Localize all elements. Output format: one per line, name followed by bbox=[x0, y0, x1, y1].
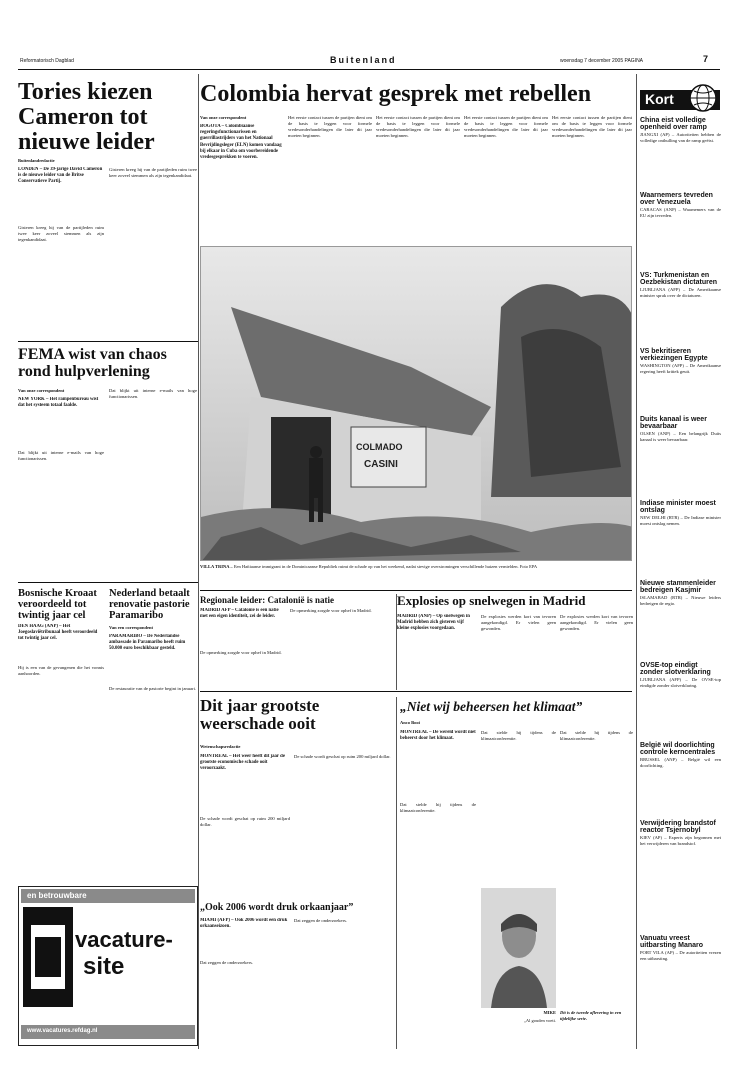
explosies-body-col3: De explosies werden kort van tevoren aangekondigd. Er vielen geen gewonden. bbox=[560, 614, 633, 631]
weerschade-byline: Wetenschapsredactie bbox=[200, 744, 241, 749]
regionale-lead: MADRID AFP – Catalonië is een natie met een eigen identiteit, zei de leider. bbox=[200, 608, 279, 620]
photo-caption-text: Een Haïtiaanse immigrant in de Dominicaanse Republiek ruimt de schade op van het weekend, nadat stevige overstromingen verschillende huizen vernielden. bbox=[233, 564, 519, 569]
fema-body-col2: Dat blijkt uit interne e-mails van hoge functionarissen. bbox=[109, 388, 197, 399]
orkaan-body-col2: Dat zeggen de onderzoekers. bbox=[294, 918, 348, 923]
kort-item-body: OLSEN (ANP) – Een belangrijk Duits kanaal is weer bevaarbaar. bbox=[640, 430, 721, 442]
kort-item-body: WASHINGTON (AFP) – De Amerikaanse regering heeft kritiek geuit. bbox=[640, 362, 721, 374]
orkaan-lead: MIAMI (AFP) – Ook 2006 wordt een druk orkaanseizoen. bbox=[200, 918, 288, 930]
advert-pictogram bbox=[23, 907, 73, 1007]
photo-sign-1: COLMADO bbox=[356, 442, 403, 452]
kort-item-4 bbox=[640, 348, 721, 405]
bosnische-lead: DEN HAAG (ANP) – Het Joegoslaviëtribunaal heeft veroordeeld tot twintig jaar cel. bbox=[18, 624, 98, 642]
issue-date: woensdag 7 december 2005 PAGINA bbox=[560, 58, 644, 64]
weerschade-headline: Dit jaar grootste weerschade ooit bbox=[200, 696, 320, 733]
section-rule-2 bbox=[18, 582, 198, 583]
fema-body: Dat blijkt uit interne e-mails van hoge functionarissen. bbox=[18, 450, 104, 461]
kort-item-headline: Vanuatu vreest uitbarsting Manaro bbox=[640, 935, 704, 950]
colombia-body-col2: Het eerste contact tussen de partijen dient om de basis te leggen voor formele vredesonderhandelingen die later dit jaar moeten beginnen. bbox=[288, 115, 372, 138]
kort-item-headline: België wil doorlichting controle kerncentrales bbox=[640, 742, 716, 757]
kort-item-body: NEW DELHI (RTR) – De Indiase minister moest ontslag nemen. bbox=[640, 514, 721, 526]
column-rule-right bbox=[636, 74, 637, 1049]
kort-item-10 bbox=[640, 820, 721, 911]
nederland-headline: Nederland betaalt renovatie pastorie Paramaribo bbox=[109, 588, 190, 622]
vacature-advert[interactable] bbox=[18, 886, 198, 1046]
regionale-body: De opmerking zorgde voor ophef in Madrid. bbox=[200, 650, 282, 655]
klimaat-portrait-caption: „Al gouden voeti. bbox=[523, 1018, 556, 1023]
column-rule-lower bbox=[396, 697, 397, 1049]
orkaan-headline: „Ook 2006 wordt druk orkaanjaar” bbox=[200, 902, 354, 913]
photo-credit: Foto EPA bbox=[519, 564, 538, 569]
tories-byline: Buitenlandredactie bbox=[18, 158, 55, 163]
kort-item-body: BRUSSEL (ANP) – België wil een doorlichting. bbox=[640, 756, 721, 768]
photo-caption-lead: VILLA TRINA – bbox=[200, 564, 233, 569]
klimaat-body-col2: Dat stelde hij tijdens de klimaatconferentie. bbox=[481, 730, 556, 741]
kort-item-headline: China eist volledige openheid over ramp bbox=[640, 117, 707, 132]
kort-item-9 bbox=[640, 742, 721, 801]
orkaan-body: Dat zeggen de onderzoekers. bbox=[200, 960, 254, 965]
weerschade-lead: MONTREAL – Het weer heeft dit jaar de grootste economische schade ooit veroorzaakt. bbox=[200, 754, 285, 772]
kort-item-body: ISLAMABAD (RTR) – Nieuwe leiders bedreigen de regio. bbox=[640, 594, 721, 606]
fema-byline: Van onze correspondent bbox=[18, 388, 65, 393]
fema-lead: NEW YORK – Het rampenbureau wist dat het systeem totaal faalde. bbox=[18, 397, 99, 409]
klimaat-body: Dat stelde hij tijdens de klimaatconferentie. bbox=[400, 802, 476, 813]
kort-item-headline: VS: Turkmenistan en Oezbekistan dictaturen bbox=[640, 272, 718, 287]
kort-item-body: PORT VILA (AP) – De autoriteiten vrezen een uitbarsting. bbox=[640, 949, 721, 961]
kort-item-7 bbox=[640, 580, 721, 645]
section-rule-1 bbox=[18, 341, 198, 342]
kort-item-body: JIANGXI (AP) – Autoriteiten hebben de volledige onthulling van de ramp geëist. bbox=[640, 131, 721, 143]
kort-item-body: LJUBLJANA (AFP) – De OVSE-top eindigde zonder slotverklaring. bbox=[640, 676, 721, 688]
photo-caption bbox=[200, 564, 632, 588]
kort-item-headline: Waarnemers tevreden over Venezuela bbox=[640, 192, 713, 207]
header-rule bbox=[18, 69, 720, 70]
photo-illustration bbox=[201, 247, 632, 561]
advert-heading-1: vacature- bbox=[75, 927, 173, 952]
paper-name: Reformatorisch Dagblad bbox=[20, 58, 74, 64]
kort-item-11 bbox=[640, 935, 721, 1030]
colombia-body-col3: Het eerste contact tussen de partijen dient om de basis te leggen voor formele vredesonderhandelingen die later dit jaar moeten beginnen. bbox=[376, 115, 460, 138]
colombia-body-col5: Het eerste contact tussen de partijen dient om de basis te leggen voor formele vredesonderhandelingen die later dit jaar moeten beginnen. bbox=[552, 115, 632, 138]
klimaat-body-col3: Dat stelde hij tijdens de klimaatconferentie. bbox=[560, 730, 633, 741]
klimaat-headline: „Niet wij beheersen het klimaat” bbox=[400, 699, 583, 714]
fema-headline: FEMA wist van chaos rond hulpverlening bbox=[18, 346, 167, 380]
news-photo bbox=[200, 246, 632, 561]
kort-item-6 bbox=[640, 500, 721, 565]
kort-item-headline: Verwijdering brandstof reactor Tsjernobyl bbox=[640, 820, 716, 835]
weerschade-body: De schade wordt geschat op ruim 200 miljard dollar. bbox=[200, 816, 290, 827]
kort-title: Kort bbox=[640, 90, 720, 110]
nederland-byline: Van een correspondent bbox=[109, 625, 154, 630]
explosies-lead: MADRID (ANP) – Op snelwegen in Madrid hebben zich gisteren vijf kleine explosies voorgedaan. bbox=[397, 614, 470, 632]
column-rule-left bbox=[198, 74, 199, 1049]
klimaat-portrait-name: MIKE bbox=[543, 1010, 556, 1015]
kort-item-1 bbox=[640, 117, 721, 184]
kort-item-3 bbox=[640, 272, 721, 323]
photo-rule bbox=[200, 590, 632, 591]
colombia-headline: Colombia hervat gesprek met rebellen bbox=[200, 81, 592, 107]
kort-item-headline: OVSE-top eindigt zonder slotverklaring bbox=[640, 662, 711, 677]
advert-brand: en betrouwbare bbox=[21, 889, 195, 903]
bosnische-headline: Bosnische Kroaat veroordeeld tot twintig jaar cel bbox=[18, 588, 97, 622]
klimaat-closing-note: Dit is de tweede aflevering in een tijdelijke serie. bbox=[560, 1010, 622, 1021]
kort-item-headline: Indiase minister moest ontslag bbox=[640, 500, 716, 515]
klimaat-lead: MONTREAL – De wereld wordt niet beheerst door het klimaat. bbox=[400, 730, 476, 742]
klimaat-portrait bbox=[481, 888, 556, 1008]
colombia-lead: BOGOTA – Colombiaanse regeringsfunctionarissen en guerrillastrijders van het Nationaal Bevrijdingsleger (ELN) komen vandaag bij elkaar in Cuba om voorbereidende vredesgesprekken te voeren. bbox=[200, 124, 282, 161]
handshake-icon bbox=[23, 907, 73, 1007]
section-title: Buitenland bbox=[330, 55, 397, 65]
colombia-body-col4: Het eerste contact tussen de partijen dient om de basis te leggen voor formele vredesonderhandelingen die later dit jaar moeten beginnen. bbox=[464, 115, 548, 138]
kort-item-body: KIEV (AP) – Experts zijn begonnen met het verwijderen van brandstof. bbox=[640, 834, 721, 846]
page-number: 7 bbox=[703, 54, 709, 64]
advert-url[interactable]: www.vacatures.refdag.nl bbox=[21, 1025, 195, 1039]
tories-body-col2: Gisteren kreeg hij van de partijleden ruim twee keer zoveel stemmen als zijn tegenkandidaat. bbox=[109, 167, 197, 178]
regionale-headline: Regionale leider: Catalonië is natie bbox=[200, 595, 334, 605]
colombia-byline: Van onze correspondent bbox=[200, 115, 247, 120]
nederland-body: De restauratie van de pastorie begint in januari. bbox=[109, 686, 196, 691]
person-portrait-icon bbox=[481, 888, 556, 1008]
kort-item-headline: VS bekritiseren verkiezingen Egypte bbox=[640, 348, 708, 363]
column-rule-middle bbox=[396, 594, 397, 690]
bosnische-body: Hij is een van de gevangenen die het vonnis aanhoorden. bbox=[18, 665, 104, 676]
tories-body: Gisteren kreeg hij van de partijleden ruim twee keer zoveel stemmen als zijn tegenkandidaat. bbox=[18, 225, 104, 242]
tories-lead: LONDEN – De 39-jarige David Cameron is de nieuwe leider van de Britse Conservatieve Partij. bbox=[18, 167, 103, 185]
kort-item-headline: Nieuwe stammenleider bedreigen Kasjmir bbox=[640, 580, 716, 595]
klimaat-byline: Anco Booi bbox=[400, 720, 420, 725]
kort-item-8 bbox=[640, 662, 721, 725]
photo-sign-2: CASINI bbox=[364, 459, 398, 470]
kort-item-headline: Duits kanaal is weer bevaarbaar bbox=[640, 416, 707, 431]
explosies-headline: Explosies op snelwegen in Madrid bbox=[397, 593, 586, 608]
weerschade-body-col2: De schade wordt geschat op ruim 200 miljard dollar. bbox=[294, 754, 391, 759]
middle-rule bbox=[200, 691, 632, 692]
kort-item-2 bbox=[640, 192, 721, 251]
kort-item-body: LJUBLJANA (AFP) – De Amerikaanse minister sprak over de dictaturen. bbox=[640, 286, 721, 298]
kort-item-body: CARACAS (ANP) – Waarnemers van de EU zijn tevreden. bbox=[640, 206, 721, 218]
tories-headline: Tories kiezen Cameron tot nieuwe leider bbox=[18, 79, 155, 156]
globe-icon bbox=[688, 83, 718, 113]
nederland-lead: PARAMARIBO – De Nederlandse ambassade in Paramaribo heeft ruim 50.000 euro beschikbaar gesteld. bbox=[109, 634, 186, 652]
explosies-body: De explosies werden kort van tevoren aangekondigd. Er vielen geen gewonden. bbox=[481, 614, 556, 631]
kort-item-5 bbox=[640, 416, 721, 483]
advert-heading-2: site bbox=[83, 953, 125, 980]
regionale-body-col2: De opmerking zorgde voor ophef in Madrid. bbox=[290, 608, 372, 613]
